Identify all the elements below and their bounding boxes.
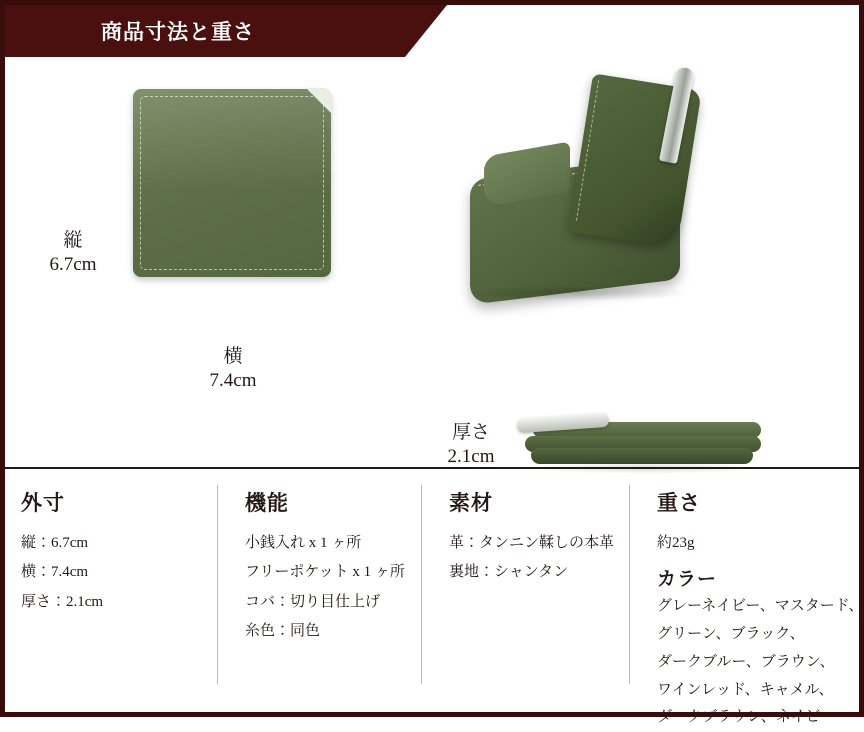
spec-color-list — [645, 593, 864, 732]
list-item: 裏地：シャンタン — [449, 564, 569, 581]
list-item: 横：7.4cm — [21, 564, 89, 581]
measurement-thickness-label: 厚さ — [451, 422, 490, 443]
spec-material-title: 素材 — [449, 491, 493, 515]
list-item: ダークブルー、ブラウン、 — [657, 653, 835, 670]
wallet-front-corner — [306, 88, 332, 114]
wallet-side-photo — [517, 402, 767, 470]
list-item: 厚さ：2.1cm — [21, 593, 104, 610]
spec-dimensions-title: 外寸 — [21, 491, 65, 515]
page-title: 商品寸法と重さ — [101, 20, 255, 44]
wallet-front-photo — [133, 89, 331, 277]
list-item: コバ：切り目仕上げ — [245, 593, 381, 610]
spec-dimensions-list — [21, 529, 203, 617]
measurement-thickness-value: 2.1cm — [447, 445, 495, 467]
product-photo-area — [5, 57, 859, 467]
list-item: 縦：6.7cm — [21, 535, 89, 551]
spec-features-title: 機能 — [245, 491, 289, 515]
measurement-height-value: 6.7cm — [49, 253, 97, 275]
list-item: ダークブラウン、ネイビー — [657, 709, 835, 726]
measurement-thickness — [429, 421, 513, 469]
spec-material-list — [437, 529, 615, 588]
spec-color-title: カラー — [657, 569, 718, 591]
measurement-width-label: 横 — [223, 346, 243, 367]
measurement-height — [35, 229, 111, 277]
list-item: 約23g — [657, 535, 695, 551]
list-item: 小銭入れ x 1 ヶ所 — [245, 535, 362, 551]
spec-column-material — [421, 469, 629, 712]
spec-features-list — [233, 529, 407, 646]
list-item: 革：タンニン鞣しの本革 — [449, 535, 615, 551]
measurement-width-value: 7.4cm — [209, 369, 257, 391]
list-item: 糸色：同色 — [245, 622, 321, 639]
list-item: ワインレッド、キャメル、 — [657, 681, 834, 698]
list-item: グレーネイビー、マスタード、 — [657, 598, 864, 615]
spec-table — [5, 467, 864, 726]
spec-weight-title: 重さ — [657, 491, 701, 515]
list-item: グリーン、ブラック、 — [657, 626, 805, 642]
wallet-open-shadow — [464, 285, 694, 301]
measurement-height-label: 縦 — [63, 230, 83, 251]
spec-column-features — [217, 469, 421, 712]
measurement-width — [187, 345, 279, 393]
header-ribbon — [5, 5, 405, 57]
list-item: フリーポケット x 1 ヶ所 — [245, 564, 405, 581]
spec-column-weight — [629, 469, 864, 726]
spec-column-dimensions — [5, 469, 217, 712]
spec-weight-list — [645, 529, 845, 558]
wallet-open-photo — [460, 67, 720, 327]
